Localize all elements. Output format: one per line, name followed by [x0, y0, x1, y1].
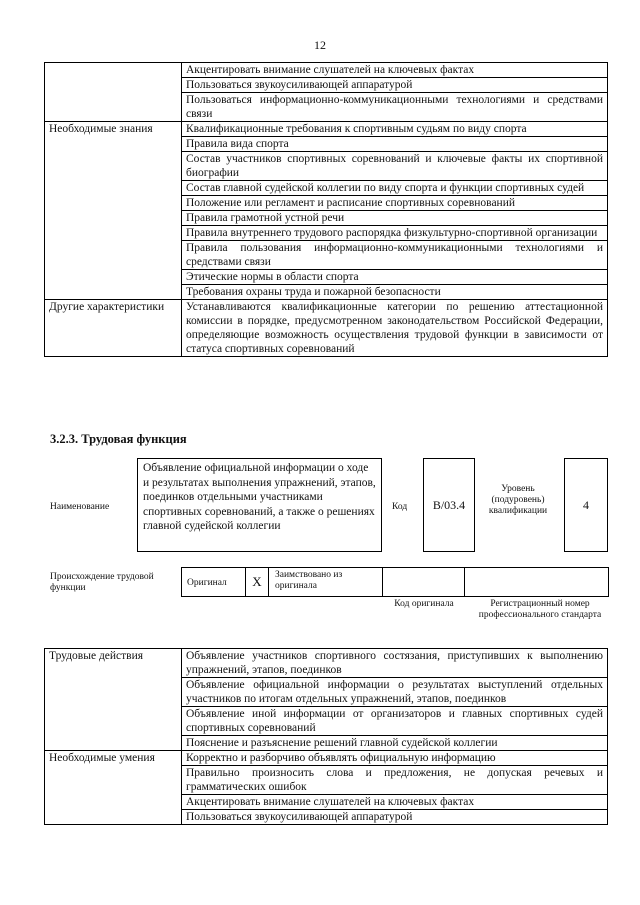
table-cell: Правила грамотной устной речи [182, 211, 608, 226]
row-label-actions: Трудовые действия [45, 649, 182, 751]
section-title: 3.2.3. Трудовая функция [50, 432, 187, 446]
table-row [45, 751, 608, 766]
code-label: Код [392, 502, 408, 512]
level-label: Уровень (подуровень) квалификации [488, 484, 548, 516]
table-cell: Объявление участников спортивного состязания, приступивших к выполнению упражнений, этапов, поединков [182, 649, 608, 678]
table-cell: Пояснение и разъяснение решений главной судейской коллегии [182, 736, 608, 751]
table-row [45, 122, 608, 137]
table-cell: Положение или регламент и расписание спортивных соревнований [182, 196, 608, 211]
code-value-box: B/03.4 [423, 458, 475, 552]
table-cell: Объявление официальной информации о результатах выступлений отдельных участников по итогам отдельных упражнений, этапов, поединков [182, 678, 608, 707]
table-cell: Пользоваться информационно-коммуникационными технологиями и средствами связи [182, 93, 608, 122]
table-cell: Правила пользования информационно-коммуникационными технологиями и средствами связи [182, 241, 608, 270]
reg-number-caption: Регистрационный номер профессионального стандарта [478, 599, 602, 620]
origin-label: Происхождение трудовой функции [50, 572, 154, 593]
level-value-box: 4 [564, 458, 608, 552]
table-row [45, 63, 608, 78]
page-number: 12 [314, 38, 326, 52]
original-label: Оригинал [187, 578, 227, 588]
row-label-knowledge: Необходимые знания [45, 122, 182, 300]
table-cell: Пользоваться звукоусиливающей аппаратурой [182, 810, 608, 825]
row-label [45, 63, 182, 122]
table-cell: Требования охраны труда и пожарной безопасности [182, 285, 608, 300]
table-cell: Устанавливаются квалификационные категории по решению аттестационной комиссии в порядке, предусмотренном законодательством Российской Федерации, определяющие возможность осуществления трудовой функции в зависимости от статуса спортивных соревнований [182, 300, 608, 357]
divider [382, 567, 383, 597]
bottom-requirements-table [44, 648, 608, 825]
table-cell: Корректно и разборчиво объявлять официальную информацию [182, 751, 608, 766]
function-name-box: Объявление официальной информации о ходе и результатах выполнения упражнений, этапов, поединков отдельными участниками спортивных соревнований, а также о решениях главной судейской коллегии [137, 458, 382, 552]
table-cell: Этические нормы в области спорта [182, 270, 608, 285]
table-cell: Состав участников спортивных соревнований и ключевые факты их спортивной биографии [182, 152, 608, 181]
table-cell: Акцентировать внимание слушателей на ключевых фактах [182, 795, 608, 810]
table-cell: Правила вида спорта [182, 137, 608, 152]
table-cell: Правильно произносить слова и предложения, не допуская речевых и грамматических ошибок [182, 766, 608, 795]
table-cell: Акцентировать внимание слушателей на ключевых фактах [182, 63, 608, 78]
table-cell: Правила внутреннего трудового распорядка физкультурно-спортивной организации [182, 226, 608, 241]
top-requirements-table [44, 62, 608, 357]
row-label-other: Другие характеристики [45, 300, 182, 357]
table-cell: Пользоваться звукоусиливающей аппаратурой [182, 78, 608, 93]
divider [464, 567, 465, 597]
borrowed-label: Заимствовано из оригинала [275, 570, 343, 591]
table-cell: Объявление иной информации от организаторов и главных спортивных судей спортивных соревнований [182, 707, 608, 736]
table-cell: Квалификационные требования к спортивным судьям по виду спорта [182, 122, 608, 137]
table-cell: Состав главной судейской коллегии по виду спорта и функции спортивных судей [182, 181, 608, 196]
code-original-caption: Код оригинала [394, 599, 454, 609]
table-row [45, 300, 608, 357]
name-label: Наименование [50, 502, 110, 512]
table-row [45, 649, 608, 678]
original-check-mark: X [245, 567, 269, 597]
row-label-skills: Необходимые умения [45, 751, 182, 825]
